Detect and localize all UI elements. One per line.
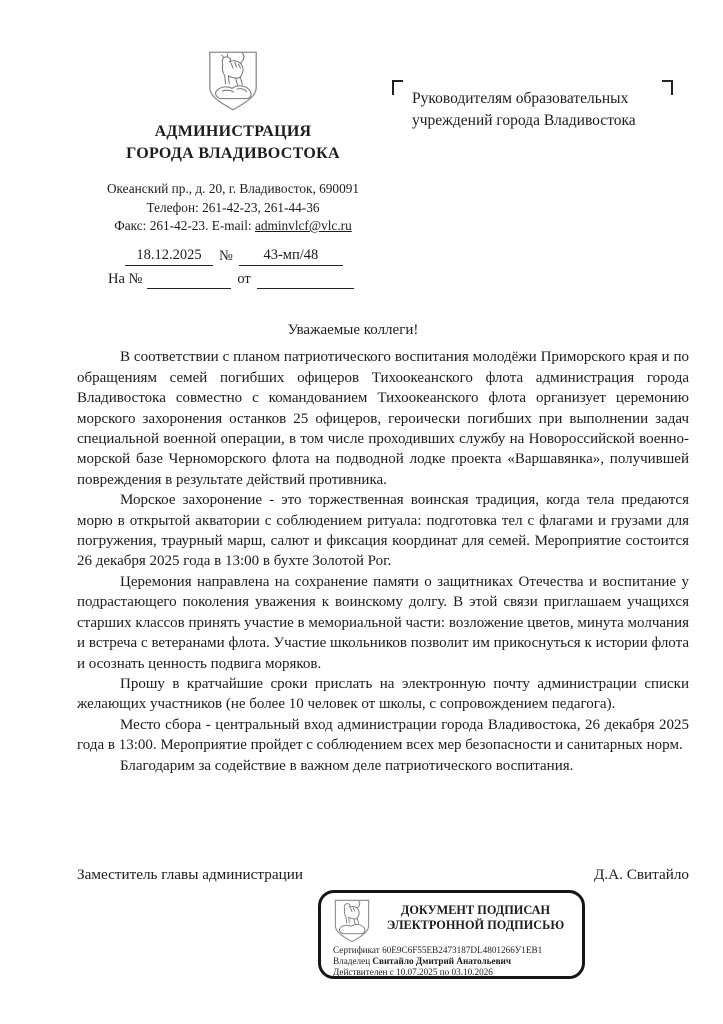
organization-name-line1: АДМИНИСТРАЦИЯ [154,123,312,140]
paragraph-4: Прошу в кратчайшие сроки прислать на электронную почту администрации списки желающих участников (не более 10 человек от школы, с сопровождением педагога). [77,675,689,713]
signatory-name: Д.А. Свитайло [593,866,689,883]
stamp-details [333,945,572,978]
reference-line [108,245,438,289]
postal-address: Океанский пр., д. 20, г. Владивосток, 690091 [106,181,360,196]
reply-number-blank [147,288,231,289]
letterhead [66,50,400,236]
paragraph-5: Место сбора - центральный вход администрации города Владивостока, 26 декабря 2025 года в 13:00. Мероприятие пройдет с соблюдением всех мер безопасности и санитарных норм. [77,716,689,754]
letter-body [77,320,689,776]
corner-mark-right-icon [662,80,673,95]
reply-reference-row [108,269,438,289]
reply-from-label: от [237,271,251,287]
salutation: Уважаемые коллеги! [287,322,419,338]
number-sign: № [219,248,233,264]
recipient-block [392,80,673,132]
reply-prefix: На № [108,271,143,287]
organization-name [66,121,400,165]
recipient-line1: Руководителям образовательных [412,90,629,107]
certificate-number: 60E9C6F55EB2473187DL4801266У1EB1 [382,945,543,955]
corner-mark-left-icon [392,80,403,95]
organization-name-line2: ГОРОДА ВЛАДИВОСТОКА [126,145,340,162]
contact-block [66,180,400,236]
paragraph-1: В соответствии с планом патриотического воспитания молодёжи Приморского края и по обращениям семей погибших офицеров Тихоокеанского флота администрация города Владивостока совместно с командованием Тихоокеанского флота организует церемонию морского захоронения останков 25 офицеров, героически погибших при выполнении задач специальной военной операции, в том числе проходивших службу на Новороссийской военно-морской базе Черноморского флота на подводной лодке проекта «Варшавянка», получившей повреждения в результате действий противника. [77,349,689,488]
certificate-label: Сертификат [333,945,380,955]
phone-line: Телефон: 261-42-23, 261-44-36 [146,199,320,215]
owner-name: Свитайло Дмитрий Анатольевич [372,956,512,966]
city-coat-of-arms-tiger-icon [207,50,259,112]
owner-label: Владелец [333,956,371,966]
reply-date-blank [257,288,354,289]
fax-email-prefix: Факс: 261-42-23. E-mail: [114,218,255,233]
owner-line [333,956,572,967]
stamp-title [379,903,572,933]
stamp-title-line2: ЭЛЕКТРОННОЙ ПОДПИСЬЮ [386,918,565,932]
signature-row [77,866,689,884]
certificate-line [333,945,572,956]
recipient-line2: учреждений города Владивостока [412,112,636,129]
paragraph-3: Церемония направлена на сохранение памяти о защитниках Отечества и воспитание у подрастающего поколения уважения к воинскому долгу. В этой связи приглашаем учащихся старших классов принять участие в мемориальной части: возложение цветов, минута молчания и встреча с ветеранами флота. Участие школьников позволит им прикоснуться к истории флота и осознать ценность подвига моряков. [77,573,689,672]
validity-line: Действителен с 10.07.2025 по 03.10.2026 [333,967,493,977]
date-field: 18.12.2025 [125,245,213,266]
fax-email-line [66,217,400,236]
recipient-text [392,80,673,132]
date-number-row [108,245,438,266]
paragraph-2: Морское захоронение - это торжественная воинская традиция, когда тела предаются морю в открытой акватории с соблюдением ритуала: подготовка тел с флагами и грузами для погружения, траурный марш, салют и фиксация координат для семей. Мероприятие состоится 26 декабря 2025 года в 13:00 в бухте Золотой Рог. [77,492,689,570]
paragraph-6: Благодарим за содействие в важном деле патриотического воспитания. [120,757,574,774]
stamp-title-line1: ДОКУМЕНТ ПОДПИСАН [400,903,551,917]
email-link[interactable]: adminvlcf@vlc.ru [254,218,352,233]
stamp-header [333,899,572,943]
outgoing-number-field: 43-мп/48 [239,245,343,266]
stamp-coat-of-arms-tiger-icon [333,899,371,943]
signatory-position: Заместитель главы администрации [77,866,303,883]
electronic-signature-stamp [318,890,585,979]
